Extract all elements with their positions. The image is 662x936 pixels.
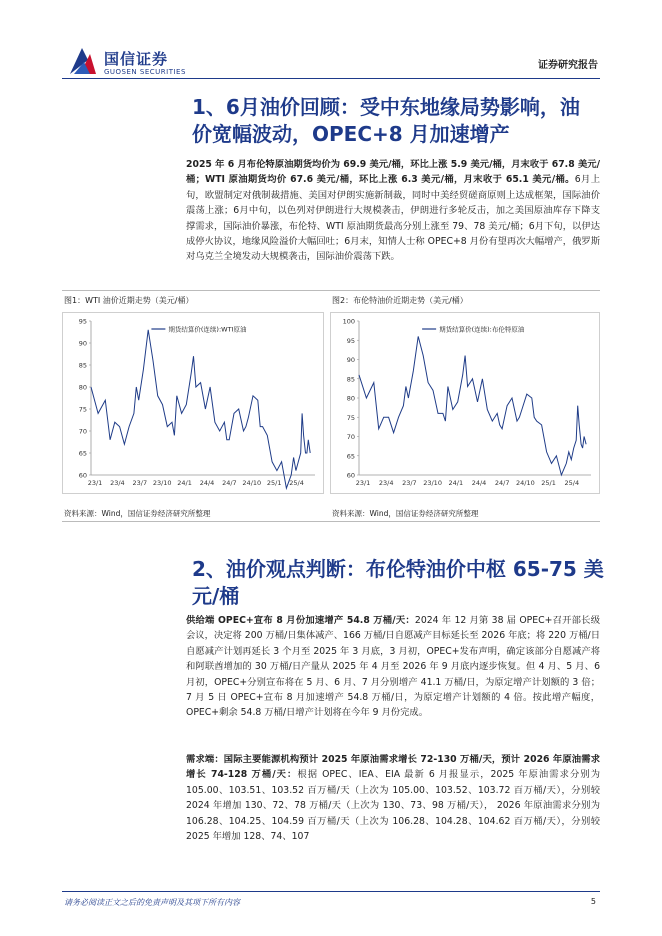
x-tick-label: 23/10 — [423, 479, 442, 487]
y-tick-label: 60 — [78, 471, 87, 480]
x-tick-label: 23/1 — [355, 479, 371, 487]
section1-paragraph-bold: 2025 年 6 月布伦特原油期货均价为 69.9 美元/桶，环比上涨 5.9 美元/桶，月末收于 67.8 美元/桶；WTI 原油期货均价 67.6 美元/桶，环比上涨 6.3 美元/桶，月末收于 65.1 美元/桶。 — [186, 159, 600, 186]
fig2-frame — [330, 312, 600, 494]
supply-paragraph-bold: 供给端 OPEC+宣布 8 月份加速增产 54.8 万桶/天： — [186, 615, 415, 626]
x-tick-label: 23/10 — [152, 479, 172, 487]
y-tick-label: 65 — [346, 452, 355, 461]
section1-title-line1: 1、6月油价回顾：受中东地缘局势影响，油 — [192, 95, 580, 119]
series-line — [359, 336, 586, 475]
section1-paragraph — [186, 157, 600, 265]
x-tick-label: 25/1 — [266, 479, 282, 487]
section1-paragraph-rest: 6月上旬，欧盟制定对俄制裁措施、美国对伊朗实施新制裁，同时中美经贸磋商原则上达成框架，国际油价震荡上涨；6月中旬，以色列对伊朗进行大规模袭击，伊朗进行多轮反击，加之美国原油库存下降支撑需求，国际油价暴涨，布伦特、WTI 原油期货最高分别上涨至 79、78 美元/桶；6月下旬，以伊达成停火协议，地缘风险溢价大幅回吐；6月末，知情人士称 OPEC+8 月份有望再次大幅增产，俄罗斯对乌克兰全境发动大规模袭击，国际油价震荡下跌。 — [186, 174, 600, 263]
page-number: 5 — [590, 897, 596, 906]
legend-label: 期货结算价(连续):布伦特原油 — [439, 325, 525, 334]
x-tick-label: 25/4 — [564, 479, 580, 487]
y-tick-label: 90 — [78, 339, 87, 348]
demand-paragraph-bold: 需求端：国际主要能源机构预计 2025 年原油需求增长 72-130 万桶/天，预计 2026 年原油需求增长 74-128 万桶/天： — [186, 754, 600, 781]
fig1-caption: 图1：WTI 油价近期走势（美元/桶） — [64, 296, 194, 305]
wti-chart — [63, 313, 323, 493]
figure-bottom-rule — [62, 521, 600, 522]
x-tick-label: 24/1 — [448, 479, 464, 487]
y-tick-label: 75 — [346, 413, 355, 422]
y-tick-label: 60 — [346, 471, 355, 480]
logo-text-en: GUOSEN SECURITIES — [104, 68, 186, 76]
series-line — [91, 330, 310, 488]
header-divider — [62, 78, 600, 79]
demand-paragraph-rest: 根据 OPEC、IEA、EIA 最新 6 月报显示，2025 年原油需求分别为 105.00、103.51、103.52 百万桶/天（上次为 105.00、103.52、103.72 百万桶/天），分别较 2024 年增加 130、72、78 万桶/天（上次为 130、73、98 万桶/天）， 2026 年原油需求分别为 106.28、104.25、104.59 百万桶/天（上次为 106.28、104.28、104.62 百万桶/天），分别较 2025 年增加 128、74、107 — [186, 769, 600, 843]
y-tick-label: 95 — [346, 336, 355, 345]
y-tick-label: 85 — [78, 361, 87, 370]
y-tick-label: 100 — [342, 317, 355, 326]
section2-title-line1: 2、油价观点判断：布伦特油价中枢 65-75 美 — [192, 557, 604, 581]
x-tick-label: 24/4 — [471, 479, 487, 487]
logo-text-cn: 国信证券 — [104, 50, 169, 68]
footer-divider — [62, 891, 600, 892]
demand-paragraph — [186, 752, 600, 844]
y-tick-label: 70 — [78, 427, 87, 436]
x-tick-label: 23/4 — [378, 479, 394, 487]
x-tick-label: 24/7 — [222, 479, 237, 487]
supply-paragraph-rest: 2024 年 12 月第 38 届 OPEC+召开部长级会议，决定将 200 万桶/日集体减产、166 万桶/日自愿减产目标延长至 2026 年底；将 220 万桶/日自愿减产计划再延长 3 个月至 2025 年 3 月底，3 月初，OPEC+发布声明，确定该部分自愿减产将和阿联酋增加的 30 万桶/日产量从 2025 年 4 月至 2026 年 9 月底内逐步恢复。但 4 月、5 月、6 月初，OPEC+分别宣布将在 5 月、6 月、7 月分别增产 41.1 万桶/日，为原定增产计划额的 3 倍；7 月 5 日 OPEC+宣布 8 月加速增产 54.8 万桶/日，为原定增产计划额的 4 倍。按此增产幅度，OPEC+剩余 54.8 万桶/日增产计划将在今年 9 月份完成。 — [186, 615, 600, 719]
footer-disclaimer-note: 请务必阅读正文之后的免责声明及其项下所有内容 — [64, 898, 240, 907]
x-tick-label: 25/4 — [289, 479, 304, 487]
fig2-caption: 图2：布伦特油价近期走势（美元/桶） — [332, 296, 468, 305]
figure-top-rule — [62, 290, 600, 291]
supply-paragraph — [186, 613, 600, 721]
y-tick-label: 75 — [78, 405, 87, 414]
x-tick-label: 23/7 — [402, 479, 417, 487]
x-tick-label: 24/1 — [177, 479, 192, 487]
x-tick-label: 24/7 — [494, 479, 510, 487]
fig2-source: 资料来源：Wind，国信证券经济研究所整理 — [332, 509, 479, 518]
y-tick-label: 80 — [78, 383, 87, 392]
guosen-logo-icon — [68, 44, 98, 78]
brent-chart — [331, 313, 599, 493]
y-tick-label: 95 — [78, 317, 87, 326]
fig1-source: 资料来源：Wind，国信证券经济研究所整理 — [64, 509, 211, 518]
x-tick-label: 23/7 — [132, 479, 148, 487]
x-tick-label: 23/1 — [87, 479, 103, 487]
fig1-frame — [62, 312, 324, 494]
y-tick-label: 70 — [346, 433, 355, 441]
report-type-label: 证券研究报告 — [538, 60, 598, 71]
x-tick-label: 24/4 — [199, 479, 215, 487]
section1-title-line2: 价宽幅波动，OPEC+8 月加速增产 — [192, 122, 510, 146]
y-tick-label: 65 — [78, 449, 87, 458]
y-tick-label: 85 — [346, 375, 355, 384]
section2-title-line2: 元/桶 — [192, 584, 240, 608]
x-tick-label: 23/4 — [110, 479, 125, 487]
x-tick-label: 24/10 — [242, 479, 262, 487]
legend-label: 期货结算价(连续):WTI原油 — [168, 325, 247, 334]
x-tick-label: 24/10 — [516, 479, 535, 487]
x-tick-label: 25/1 — [541, 479, 556, 487]
y-tick-label: 90 — [346, 356, 355, 364]
y-tick-label: 80 — [346, 394, 355, 403]
